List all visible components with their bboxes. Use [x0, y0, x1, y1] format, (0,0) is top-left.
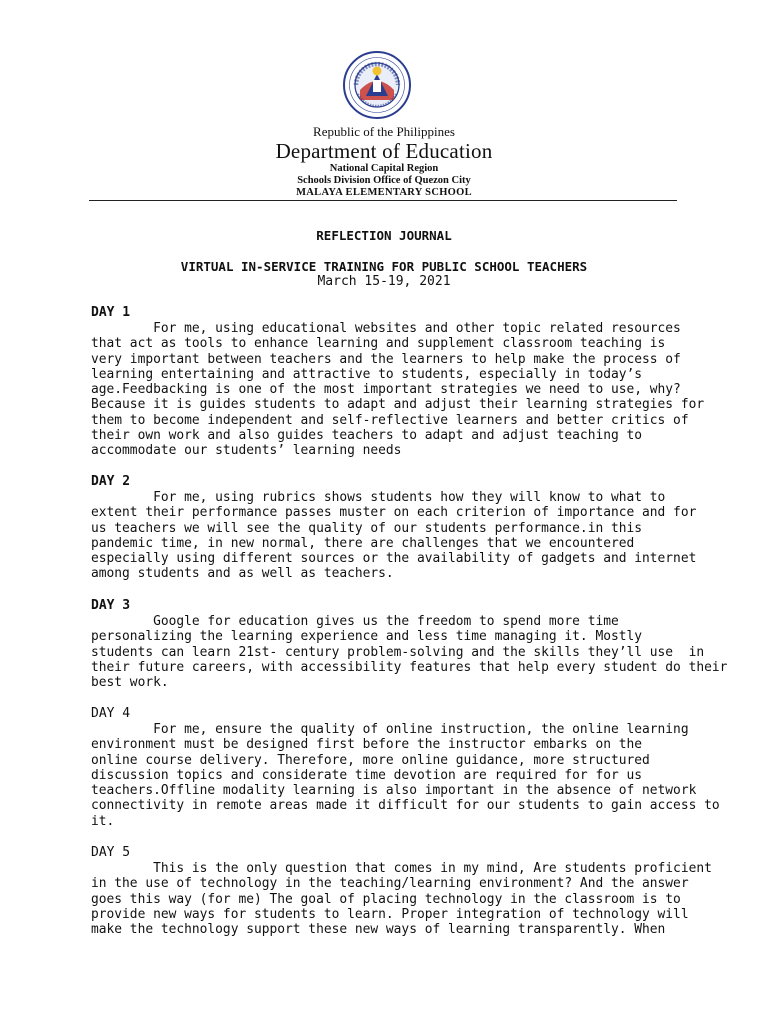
day-heading: DAY 5 — [91, 845, 131, 860]
text-line: goes this way (for me) The goal of placing technology in the classroom is to — [91, 891, 681, 907]
day-heading: DAY 4 — [91, 706, 131, 721]
text-line: accommodate our students’ learning needs — [91, 443, 402, 459]
document-title: REFLECTION JOURNAL — [316, 228, 452, 243]
text-line: For me, ensure the quality of online instruction, the online learning — [91, 722, 689, 737]
header-divider — [89, 200, 677, 201]
text-line: discussion topics and considerate time devotion are required for for us — [91, 767, 643, 783]
day-entry-text — [91, 861, 712, 938]
text-line: it. — [91, 813, 115, 829]
text-line: Google for education gives us the freedom to spend more time — [91, 614, 619, 629]
text-line: pandemic time, in new normal, there are challenges that we encountered — [91, 535, 635, 551]
day-entry-text — [91, 490, 697, 582]
day-entry-text — [91, 722, 720, 829]
day-heading: DAY 1 — [91, 305, 131, 320]
text-line: that act as tools to enhance learning and supplement classroom teaching is — [91, 336, 666, 352]
day-entry-text — [91, 321, 705, 459]
text-line: their own work and also guides teachers to adapt and adjust teaching to — [91, 428, 643, 444]
text-line: best work. — [91, 675, 169, 691]
text-line: especially using different sources or the availability of gadgets and internet — [91, 551, 697, 567]
text-line: For me, using rubrics shows students how they will know to what to — [91, 490, 666, 505]
text-line: students can learn 21st- century problem-solving and the skills they’ll use in — [91, 644, 705, 660]
text-line: For me, using educational websites and other topic related resources — [91, 321, 681, 336]
day-entry-text — [91, 614, 728, 691]
text-line: age.Feedbacking is one of the most important strategies we need to use, why? — [91, 382, 681, 398]
text-line: online course delivery. Therefore, more online guidance, more structured — [91, 752, 650, 768]
day-heading: DAY 3 — [91, 598, 131, 613]
deped-seal-logo — [342, 50, 412, 120]
text-line: very important between teachers and the learners to help make the process of — [91, 351, 681, 367]
republic-label: Republic of the Philippines — [313, 124, 455, 139]
text-line: personalizing the learning experience and less time managing it. Mostly — [91, 629, 643, 645]
text-line: connectivity in remote areas made it difficult for our students to gain access to — [91, 798, 720, 814]
document-subtitle: VIRTUAL IN-SERVICE TRAINING FOR PUBLIC SCHOOL TEACHERS — [180, 259, 588, 274]
text-line: This is the only question that comes in my mind, Are students proficient — [91, 861, 712, 876]
text-line: extent their performance passes muster on each criterion of importance and for — [91, 505, 697, 521]
text-line: among students and as well as teachers. — [91, 566, 394, 582]
text-line: us teachers we will see the quality of our students performance.in this — [91, 520, 643, 536]
day-heading: DAY 2 — [91, 474, 131, 489]
text-line: provide new ways for students to learn. Proper integration of technology will — [91, 906, 689, 922]
text-line: learning entertaining and attractive to students, especially in today’s — [91, 366, 643, 382]
text-line: them to become independent and self-reflective learners and better critics of — [91, 412, 689, 428]
text-line: their future careers, with accessibility features that help every student do their — [91, 659, 728, 675]
text-line: in the use of technology in the teaching/learning environment? And the answer — [91, 876, 689, 892]
text-line: Because it is guides students to adapt and adjust their learning strategies for — [91, 397, 705, 413]
text-line: teachers.Offline modality learning is also important in the absence of network — [91, 783, 697, 799]
text-line: make the technology support these new ways of learning transparently. When — [91, 922, 666, 938]
region-name: National Capital Region — [329, 163, 439, 174]
school-name: MALAYA ELEMENTARY SCHOOL — [296, 187, 472, 198]
department-name: Department of Education — [275, 139, 493, 163]
text-line: environment must be designed first before the instructor embarks on the — [91, 737, 643, 753]
division-name: Schools Division Office of Quezon City — [297, 175, 471, 186]
document-date: March 15-19, 2021 — [317, 274, 451, 289]
